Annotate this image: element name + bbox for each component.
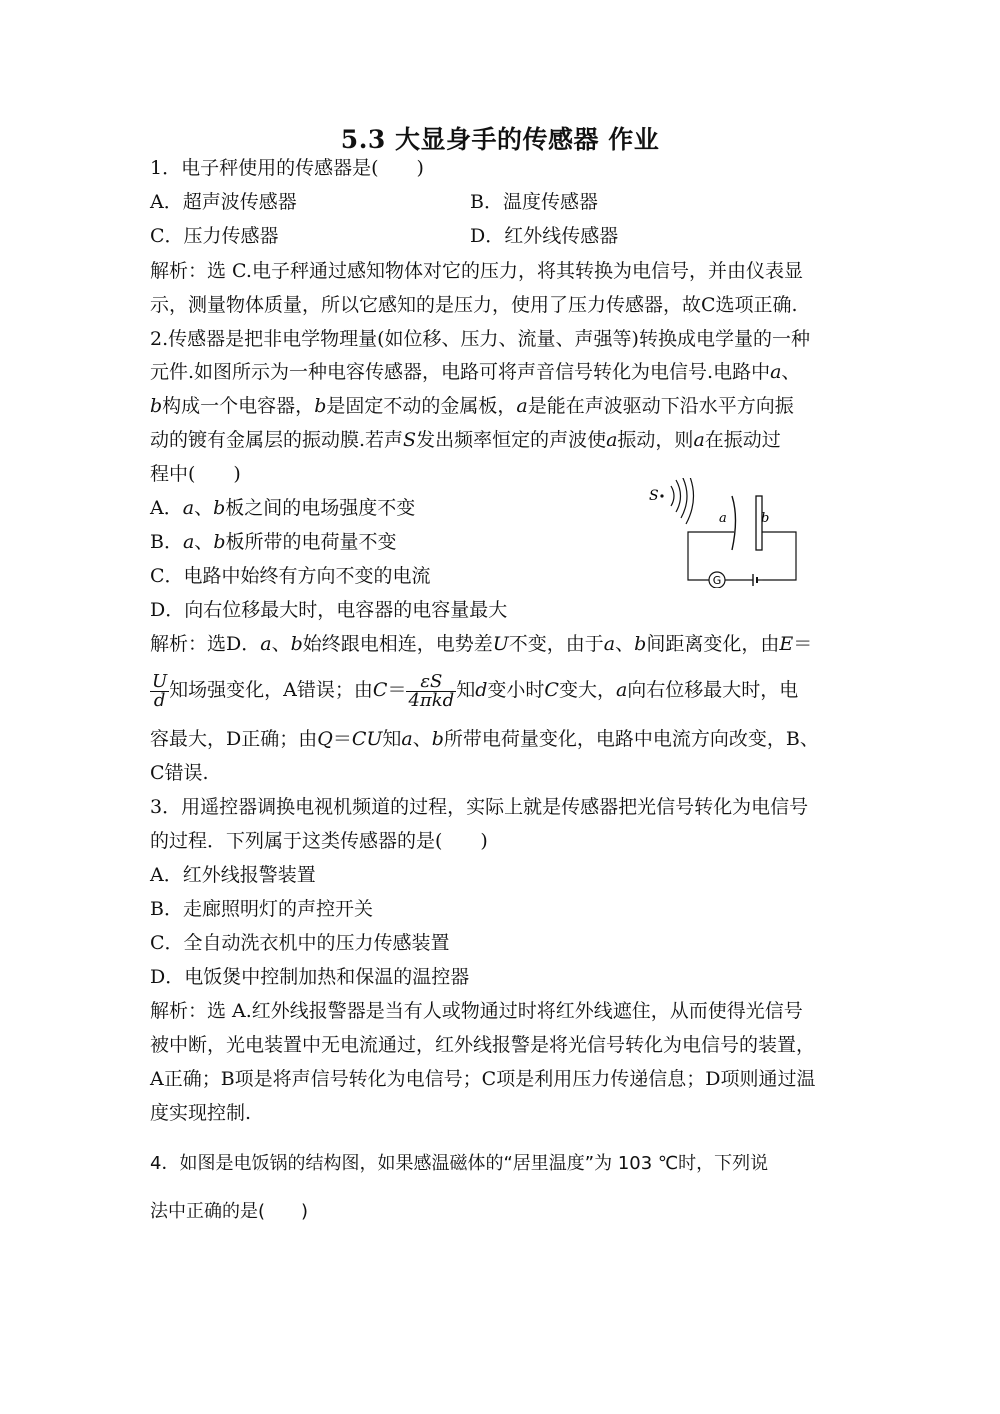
q2-option-c: C．电路中始终有方向不变的电流 [150,565,431,587]
q3-analysis-line2: 被中断，光电装置中无电流通过，红外线报警是将光信号转化为电信号的装置， [150,1034,816,1056]
sound-wave-2 [676,480,681,512]
q2-option-a: A．a、b板之间的电场强度不变 [150,497,416,519]
q2-stem-line3: b构成一个电容器，b是固定不动的金属板，a是能在声波驱动下沿水平方向振 [150,395,794,417]
galvanometer-label: G [712,574,722,587]
source-s-label: S [649,488,659,504]
q3-analysis-line3: A正确；B项是将声信号转化为电信号；C项是利用压力传递信息；D项则通过温 [150,1068,816,1090]
q1-option-c: C．压力传感器 [150,225,279,247]
plate-a-label: a [719,511,727,526]
q3-option-b: B．走廊照明灯的声控开关 [150,898,373,920]
q1-option-b: B．温度传感器 [470,191,598,213]
q1-analysis-line1: 解析：选 C.电子秤通过感知物体对它的压力，将其转换为电信号，并由仪表显 [150,260,803,282]
q1-stem: 1．电子秤使用的传感器是( ) [150,157,424,179]
q2-option-d: D．向右位移最大时，电容器的电容量最大 [150,599,508,621]
q2-stem-line4: 动的镀有金属层的振动膜.若声S发出频率恒定的声波使a振动，则a在振动过 [150,429,781,451]
q3-option-d: D．电饭煲中控制加热和保温的温控器 [150,966,470,988]
q2-stem-line5: 程中( ) [150,463,241,485]
q3-stem-line2: 的过程．下列属于这类传感器的是( ) [150,830,488,852]
q1-option-a: A．超声波传感器 [150,191,297,213]
fraction-capacitance-formula: $\frac{\varepsilon S}{\text{4πkd}}$ [408,670,455,711]
page-title: 5.3 大显身手的传感器 作业 [340,125,660,154]
q3-analysis-line4: 度实现控制. [150,1102,252,1124]
circuit-wire-left [688,532,734,580]
fraction-u-over-d: $\frac{U}{d}$ [152,670,168,711]
sound-wave-3 [681,478,687,518]
vibrating-membrane-a [732,496,736,550]
q3-analysis-line1: 解析：选 A.红外线报警器是当有人或物通过时将红外线遮住，从而使得光信号 [150,1000,803,1022]
q2-analysis-line1: 解析：选D．a、b始终跟电相连，电势差U不变，由于a、b间距离变化，由E＝ [150,633,813,655]
q2-option-b: B．a、b板所带的电荷量不变 [150,531,397,553]
q4-stem-line2: 法中正确的是( ) [150,1201,309,1222]
sound-source-dot [660,494,663,497]
q2-analysis-line4: C错误. [150,762,209,784]
q4-stem-line1: 4．如图是电饭锅的结构图，如果感温磁体的“居里温度”为 103 ℃时，下列说 [150,1153,769,1174]
q3-stem-line1: 3．用遥控器调换电视机频道的过程，实际上就是传感器把光信号转化为电信号 [150,796,809,818]
sound-wave-1 [671,486,674,506]
q1-option-d: D．红外线传感器 [470,225,619,247]
plate-b-label: b [761,511,770,526]
q2-stem-line1: 2.传感器是把非电学物理量(如位移、压力、流量、声强等)转换成电学量的一种 [150,328,810,350]
capacitor-sensor-diagram [645,478,805,588]
q3-option-c: C．全自动洗衣机中的压力传感装置 [150,932,450,954]
q2-stem-line2: 元件.如图所示为一种电容传感器，电路可将声音信号转化为电信号.电路中a、 [150,361,801,383]
q1-analysis-line2: 示，测量物体质量，所以它感知的是压力，使用了压力传感器，故C选项正确. [150,294,798,316]
circuit-wire-right [762,532,796,580]
q2-analysis-line2: $\frac{U}{d}$ 知场强变化，A错误；由C＝ $\frac{\varepsilon S}{\text{4πkd}}$ 知d变小时C变大，a向右位移最大时，电 [152,670,799,711]
q2-analysis-line3: 容最大，D正确；由Q＝CU知a、b所带电荷量变化，电路中电流方向改变，B、 [150,728,819,750]
q3-option-a: A．红外线报警装置 [150,864,316,886]
